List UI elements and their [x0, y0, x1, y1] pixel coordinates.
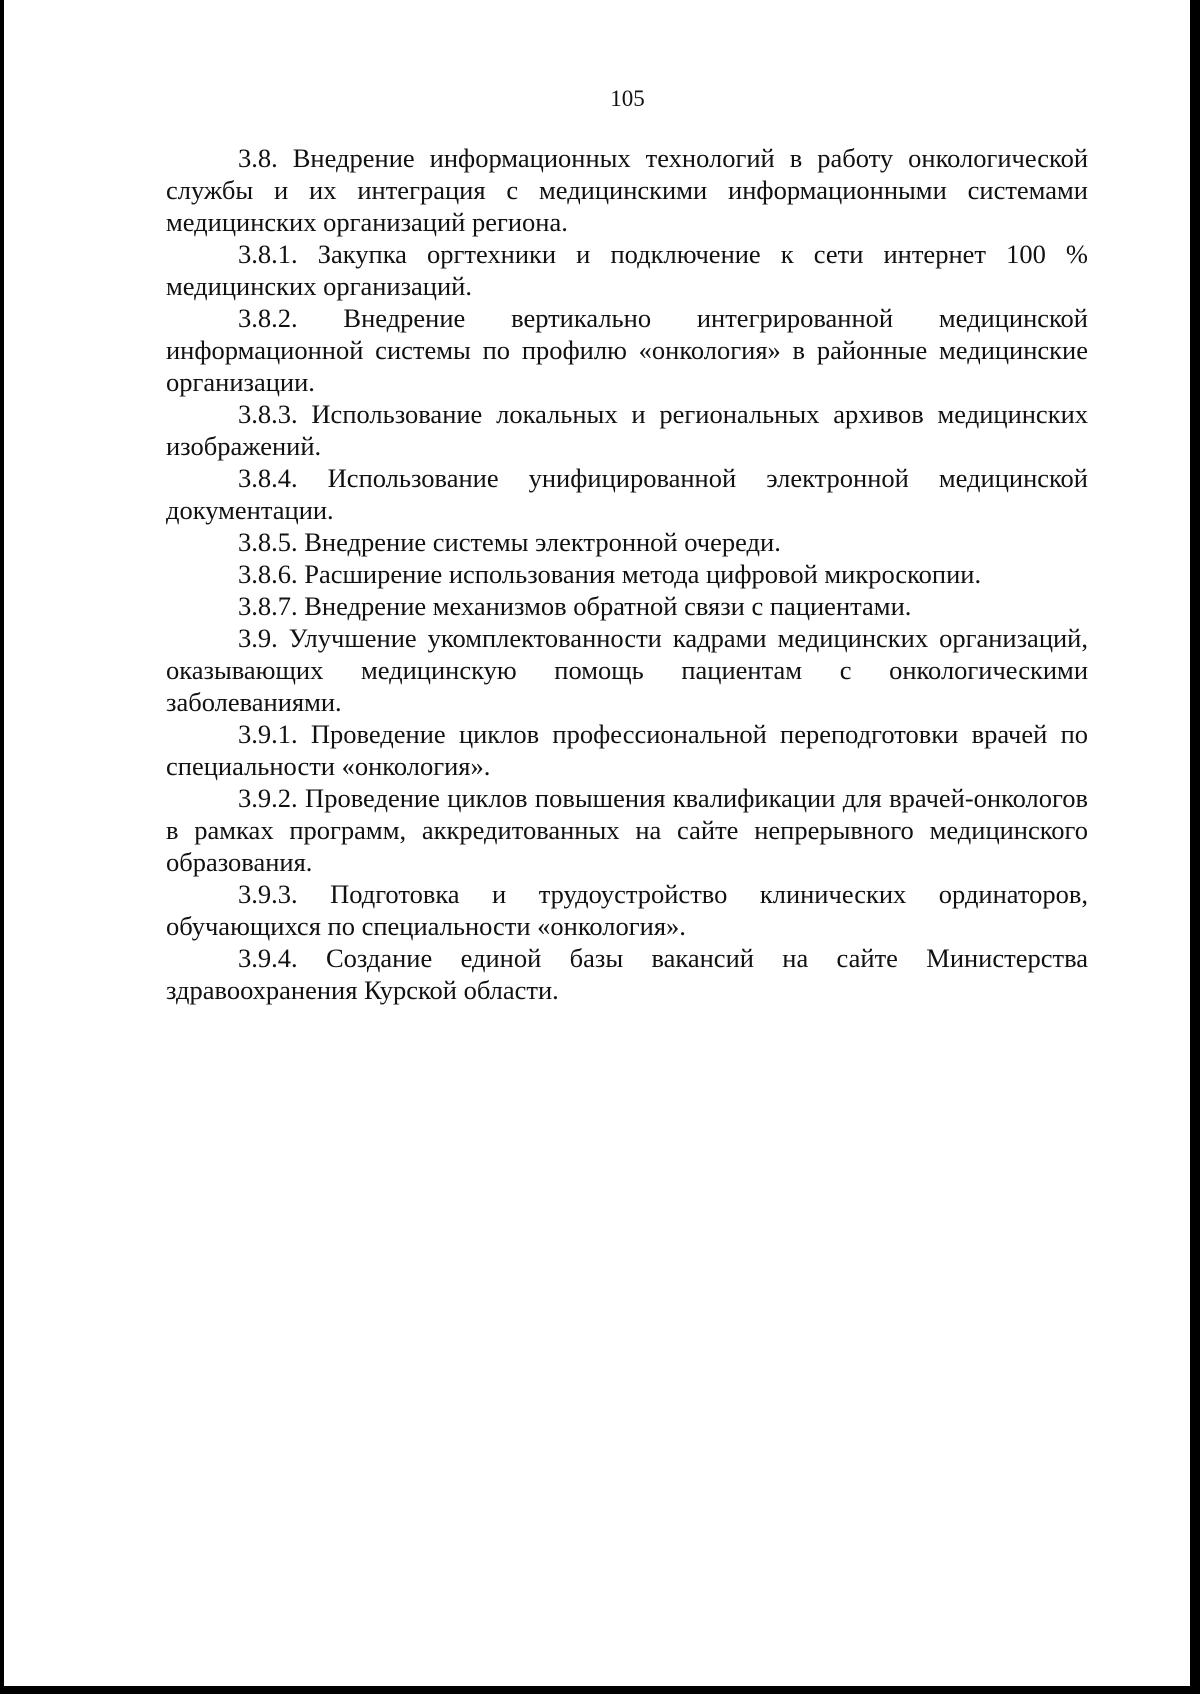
paragraph-3-9: 3.9. Улучшение укомплектованности кадрами медицинских организаций, оказывающих медицинскую помощь пациентам с онкологическими заболеваниями.: [166, 623, 1088, 717]
paragraph-3-9-2: 3.9.2. Проведение циклов повышения квалификации для врачей-онкологов в рамках программ, аккредитованных на сайте непрерывного медицинского образования.: [166, 783, 1088, 877]
paragraph-3-9-3: 3.9.3. Подготовка и трудоустройство клинических ординаторов, обучающихся по специальности «онкология».: [166, 879, 1088, 941]
scan-border-left: [0, 0, 4, 1694]
scan-border-bottom: [0, 1686, 1200, 1694]
document-body: [166, 142, 1088, 1006]
paragraph-3-8-6: 3.8.6. Расширение использования метода цифровой микроскопии.: [238, 559, 982, 589]
paragraph-3-8-5: 3.8.5. Внедрение системы электронной очереди.: [238, 527, 781, 557]
scan-border-right: [1190, 0, 1200, 1694]
page-number: 105: [610, 86, 645, 111]
paragraph-3-8-7: 3.8.7. Внедрение механизмов обратной связи с пациентами.: [238, 591, 912, 621]
paragraph-3-8-4: 3.8.4. Использование унифицированной электронной медицинской документации.: [166, 463, 1088, 525]
paragraph-3-8: 3.8. Внедрение информационных технологий в работу онкологической службы и их интеграция с медицинскими информационными системами медицинских организаций региона.: [166, 143, 1088, 237]
paragraph-3-9-4: 3.9.4. Создание единой базы вакансий на сайте Министерства здравоохранения Курской области.: [166, 943, 1088, 1005]
paragraph-3-8-1: 3.8.1. Закупка оргтехники и подключение к сети интернет 100 % медицинских организаций.: [166, 239, 1088, 301]
paragraph-3-9-1: 3.9.1. Проведение циклов профессиональной переподготовки врачей по специальности «онкология».: [166, 719, 1088, 781]
paragraph-3-8-3: 3.8.3. Использование локальных и региональных архивов медицинских изображений.: [166, 399, 1088, 461]
paragraph-3-8-2: 3.8.2. Внедрение вертикально интегрированной медицинской информационной системы по профилю «онкология» в районные медицинские организации.: [166, 303, 1088, 397]
